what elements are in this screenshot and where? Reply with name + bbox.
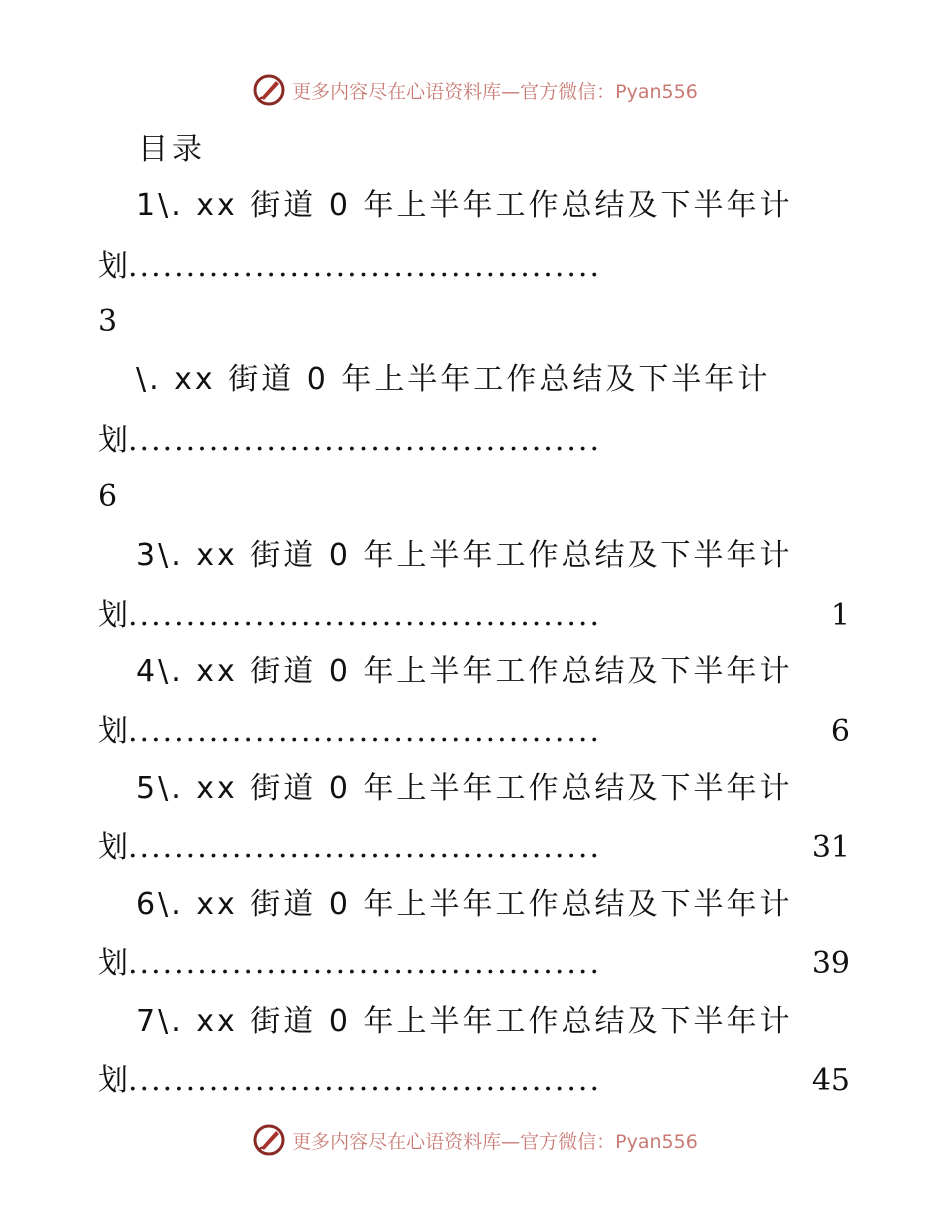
toc-title: 目录: [138, 132, 206, 167]
toc-entry-6-dots: .........................................: [128, 946, 601, 981]
toc-entry-1-title: 1\. xx 街道 0 年上半年工作总结及下半年计: [136, 188, 793, 223]
toc-entry-3-lead: 划: [98, 598, 128, 633]
toc-entry-2-title: \. xx 街道 0 年上半年工作总结及下半年计: [136, 362, 771, 397]
toc-entry-2-lead: 划: [98, 423, 128, 458]
header-banner-text: 更多内容尽在心语资料库—官方微信：Pyan556: [292, 80, 698, 103]
toc-entry-1-leader: [98, 247, 850, 287]
toc-entry-2-page: 6: [98, 479, 118, 514]
toc-entry-5-lead: 划: [98, 830, 128, 865]
toc-entry-1-dots: .........................................: [128, 249, 601, 284]
toc-entry-6-page: 39: [811, 946, 850, 981]
toc-entry-7-page: 45: [811, 1063, 850, 1098]
footer-banner: [0, 1120, 950, 1160]
toc-entry-6-title: 6\. xx 街道 0 年上半年工作总结及下半年计: [136, 887, 793, 922]
toc-entry-4-title: 4\. xx 街道 0 年上半年工作总结及下半年计: [136, 654, 793, 689]
toc-entry-4-page: 6: [830, 714, 850, 749]
toc-entry-4-dots: .........................................: [128, 714, 601, 749]
toc-entry-5-leader: [98, 828, 850, 868]
toc-entry-3-leader: [98, 596, 850, 636]
toc-entry-5-dots: .........................................: [128, 830, 601, 865]
toc-entry-3-dots: .........................................: [128, 598, 601, 633]
toc-entry-2-dots: .........................................: [128, 423, 601, 458]
toc-entry-3-page: 1: [830, 598, 850, 633]
toc-entry-7-title: 7\. xx 街道 0 年上半年工作总结及下半年计: [136, 1004, 793, 1039]
toc-entry-1-lead: 划: [98, 249, 128, 284]
quill-logo-icon: [252, 73, 286, 107]
toc-entry-7-leader: [98, 1061, 850, 1101]
footer-banner-text: 更多内容尽在心语资料库—官方微信：Pyan556: [292, 1130, 698, 1153]
toc-entry-7-dots: .........................................: [128, 1063, 601, 1098]
toc-entry-1-page: 3: [98, 304, 118, 339]
toc-entry-3-title: 3\. xx 街道 0 年上半年工作总结及下半年计: [136, 538, 793, 573]
toc-entry-5-title: 5\. xx 街道 0 年上半年工作总结及下半年计: [136, 771, 793, 806]
toc-entry-7-lead: 划: [98, 1063, 128, 1098]
toc-entry-4-leader: [98, 712, 850, 752]
header-banner: [0, 70, 950, 110]
toc-entry-6-leader: [98, 944, 850, 984]
toc-entry-6-lead: 划: [98, 946, 128, 981]
toc-entry-4-lead: 划: [98, 714, 128, 749]
toc-entry-2-leader: [98, 421, 850, 461]
toc-entry-5-page: 31: [811, 830, 850, 865]
quill-logo-icon: [252, 1123, 286, 1157]
